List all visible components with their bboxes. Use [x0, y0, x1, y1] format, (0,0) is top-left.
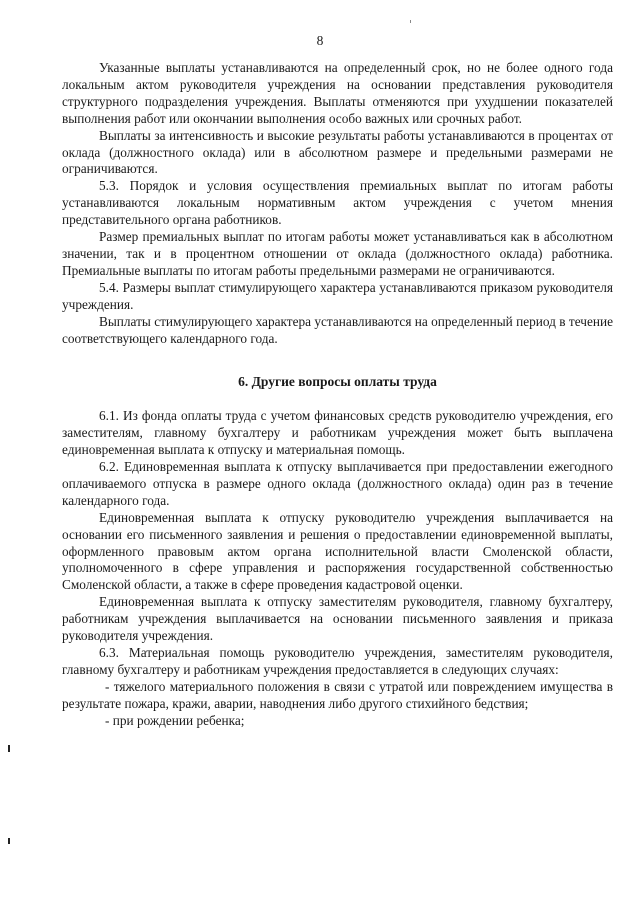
scan-speck	[410, 20, 411, 23]
binding-mark	[8, 838, 10, 844]
paragraph: Указанные выплаты устанавливаются на определенный срок, но не более одного года локальным актом руководителя учреждения на основании представления руководителя структурного подразделения учреждения. Выплаты отменяются при ухудшении показателей выполнения работ или окончании выполнения особо важных или срочных работ.	[62, 60, 613, 126]
document-body	[62, 60, 613, 730]
list-item: - тяжелого материального положения в связи с утратой или повреждением имущества в результате пожара, кражи, аварии, наводнения либо другого стихийного бедствия;	[62, 678, 613, 711]
paragraph: 6.3. Материальная помощь руководителю учреждения, заместителям руководителя, главному бухгалтеру и работникам учреждения предоставляется в следующих случаях:	[62, 645, 613, 677]
section-heading: 6. Другие вопросы оплаты труда	[238, 374, 437, 390]
paragraph: Единовременная выплата к отпуску заместителям руководителя, главному бухгалтеру, работникам учреждения выплачивается на основании письменного заявления и приказа руководителя учреждения.	[62, 594, 613, 644]
paragraph: Выплаты за интенсивность и высокие результаты работы устанавливаются в процентах от оклада (должностного оклада) или в абсолютном размере и предельными размерами не ограничиваются.	[62, 127, 613, 177]
paragraph: 6.1. Из фонда оплаты труда с учетом финансовых средств руководителю учреждения, его заместителям, главному бухгалтеру и работникам учреждения может быть выплачена единовременная выплата к отпуску и материальная помощь.	[62, 408, 613, 458]
paragraph: 6.2. Единовременная выплата к отпуску выплачивается при предоставлении ежегодного оплачиваемого отпуска в размере одного оклада (должностного оклада) один раз в течение календарного года.	[62, 459, 613, 508]
paragraph: Размер премиальных выплат по итогам работы может устанавливаться как в абсолютном значении, так и в процентном отношении от оклада (должностного оклада) работника. Премиальные выплаты по итогам работы предельными размерами не ограничиваются.	[62, 229, 613, 278]
binding-mark	[8, 745, 10, 752]
list-item: - при рождении ребенка;	[105, 712, 245, 728]
page-number: 8	[316, 33, 324, 48]
paragraph: Единовременная выплата к отпуску руководителю учреждения выплачивается на основании его письменного заявления и решения о предоставлении единовременной выплаты, оформленного правовым актом органа исполнительной власти Смоленской области, уполномоченного в сфере управления и распоряжения государственной собственностью Смоленской области, а также в сфере проведения кадастровой оценки.	[62, 509, 613, 593]
paragraph: 5.3. Порядок и условия осуществления премиальных выплат по итогам работы устанавливаются локальным нормативным актом учреждения с учетом мнения представительного органа работников.	[62, 178, 613, 228]
paragraph: 5.4. Размеры выплат стимулирующего характера устанавливаются приказом руководителя учреждения.	[62, 279, 613, 312]
paragraph: Выплаты стимулирующего характера устанавливаются на определенный период в течение соответствующего календарного года.	[62, 313, 613, 346]
